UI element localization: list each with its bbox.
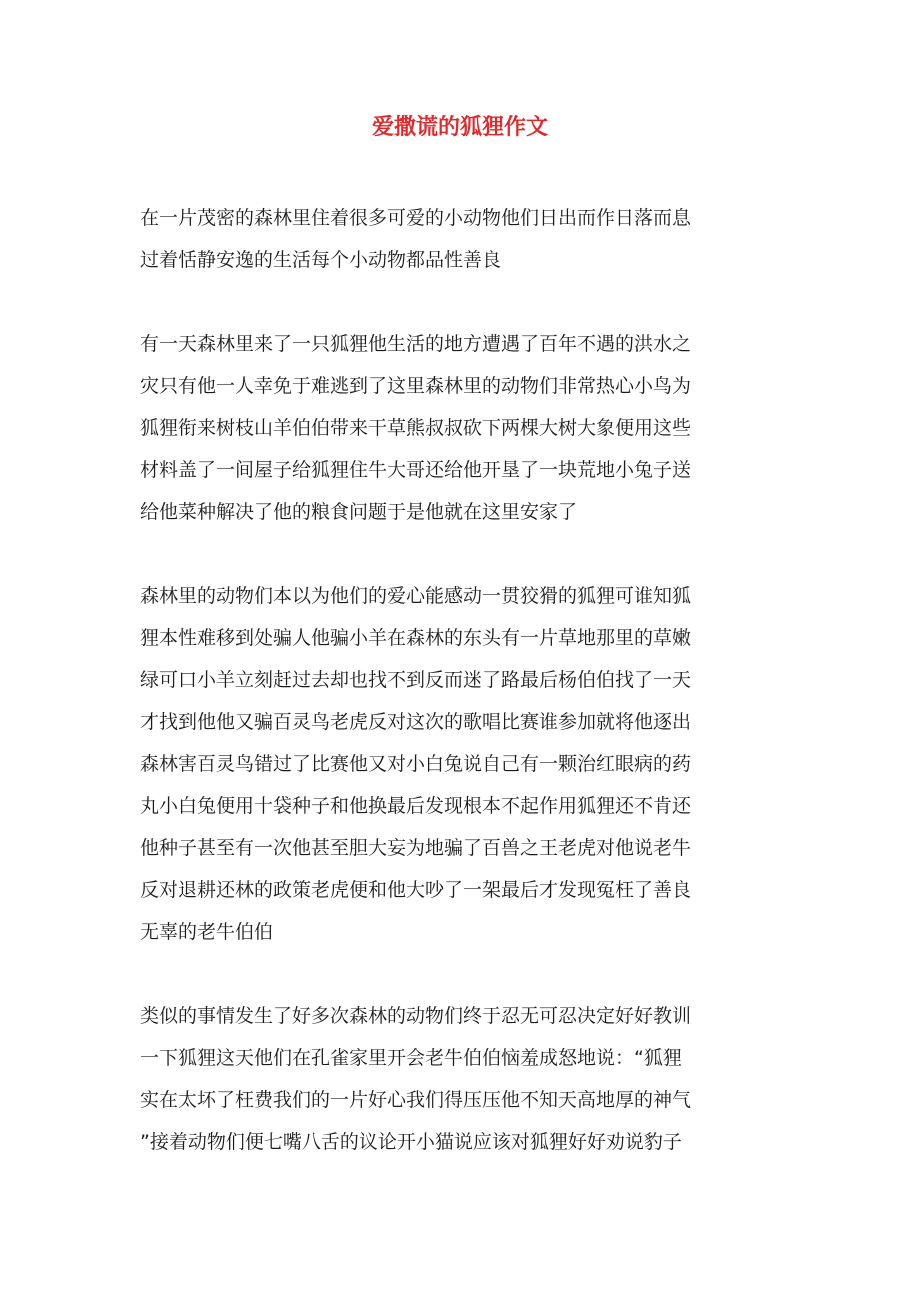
paragraph-3-line-3: 绿可口小羊立刻赶过去却也找不到反而迷了路最后杨伯伯找了一天 <box>140 669 692 691</box>
paragraph-1-line-2: 过着恬静安逸的生活每个小动物都品性善良 <box>140 249 502 271</box>
paragraph-1-line-1: 在一片茂密的森林里住着很多可爱的小动物他们日出而作日落而息 <box>140 207 692 229</box>
paragraph-3-line-4: 才找到他他又骗百灵鸟老虎反对这次的歌唱比赛谁参加就将他逐出 <box>140 711 692 733</box>
paragraph-2-line-3: 狐狸衔来树枝山羊伯伯带来干草熊叔叔砍下两棵大树大象便用这些 <box>140 417 692 439</box>
paragraph-4-line-4: ”接着动物们便七嘴八舌的议论开小猫说应该对狐狸好好劝说豹子 <box>140 1131 682 1153</box>
paragraph-4-line-2: 一下狐狸这天他们在孔雀家里开会老牛伯伯恼羞成怒地说：“狐狸 <box>140 1047 682 1069</box>
paragraph-2-line-4: 材料盖了一间屋子给狐狸住牛大哥还给他开垦了一块荒地小兔子送 <box>140 459 692 481</box>
paragraph-3-line-5: 森林害百灵鸟错过了比赛他又对小白兔说自己有一颗治红眼病的药 <box>140 753 692 775</box>
paragraph-3-line-8: 反对退耕还林的政策老虎便和他大吵了一架最后才发现冤枉了善良 <box>140 879 692 901</box>
paragraph-3-line-9: 无辜的老牛伯伯 <box>140 921 274 943</box>
paragraph-3-line-1: 森林里的动物们本以为他们的爱心能感动一贯狡猾的狐狸可谁知狐 <box>140 585 692 607</box>
paragraph-3-line-7: 他种子甚至有一次他甚至胆大妄为地骗了百兽之王老虎对他说老牛 <box>140 837 692 859</box>
paragraph-2-line-1: 有一天森林里来了一只狐狸他生活的地方遭遇了百年不遇的洪水之 <box>140 333 692 355</box>
paragraph-2-line-5: 给他菜种解决了他的粮食问题于是他就在这里安家了 <box>140 501 578 523</box>
paragraph-3-line-6: 丸小白兔便用十袋种子和他换最后发现根本不起作用狐狸还不肯还 <box>140 795 692 817</box>
document-title: 爱撒谎的狐狸作文 <box>371 115 548 140</box>
paragraph-2-line-2: 灾只有他一人幸免于难逃到了这里森林里的动物们非常热心小鸟为 <box>140 375 692 397</box>
paragraph-4-line-3: 实在太坏了枉费我们的一片好心我们得压压他不知天高地厚的神气 <box>140 1089 692 1111</box>
paragraph-3-line-2: 狸本性难移到处骗人他骗小羊在森林的东头有一片草地那里的草嫩 <box>140 627 692 649</box>
paragraph-4-line-1: 类似的事情发生了好多次森林的动物们终于忍无可忍决定好好教训 <box>140 1005 692 1027</box>
